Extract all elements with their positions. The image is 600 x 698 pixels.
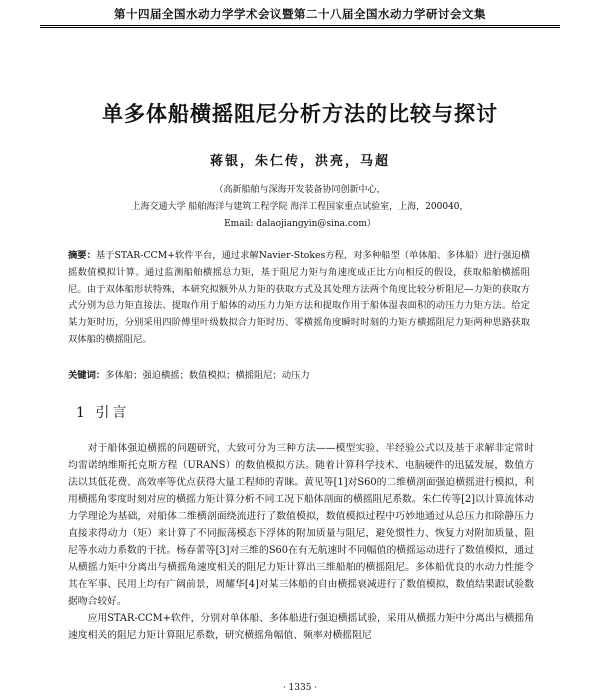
paragraph-1: 对于船体强迫横摇的问题研究，大致可分为三种方法——模型实验、半经验公式以及基于求解非定常时均雷诺纳维斯托克斯方程（URANS）的数值模拟方法。随着计算科学技术、电脑硬件的迅猛发展，数值方法以其低花费、高效率等优点获得大量工程师的青睐。黄见等[1]对S60的二维横剖面强迫横摇进行模拟，利用横摇角零度时刻对应的横摇力矩计算分析不同工况下船体剖面的横摇阻尼系数。朱仁传等[2]以计算流体动力学理论为基础，对船体二维横剖面绕流进行了数值模拟，数值模拟过程中巧妙地通过从总压力扣除静压力直接求得动力（矩）来计算了不同振荡模态下浮体的附加质量与阻尼，避免惯性力、恢复力对附加质量、阻尼等水动力系数的干扰。杨春蕾等[3]对三维的S60在有无航速时不同幅值的横摇运动进行了数值模拟，通过从横摇力矩中分离出与横摇角速度相关的阻尼力矩计算出三维船舶的横摇阻尼。多体船优良的水动力性能令其在军事、民用上均有广阔前景，周耀华[4]对某三体船的自由横摇衰减进行了数值模拟，数值结果跟试验数据吻合较好。 (68, 443, 534, 607)
abstract-label: 摘要： (68, 250, 96, 261)
body-text (68, 440, 534, 644)
header-rule (40, 27, 560, 28)
keywords-text: 多体船；强迫横摇；数值模拟；横摇阻尼；动压力 (105, 370, 310, 381)
abstract (68, 248, 530, 349)
author-email: Email: dalaojiangyin@sina.com） (224, 219, 376, 229)
keywords-label: 关键词： (68, 370, 106, 381)
section-heading-introduction: 1 引言 (76, 405, 130, 421)
paragraph-2: 应用STAR-CCM+软件，分别对单体船、多体船进行强迫横摇试验，采用从横摇力矩中分离出与横摇角速度相关的阻尼力矩计算阻尼系数，研究横摇角幅值、频率对横摇阻尼 (68, 613, 534, 641)
affiliation-line-2: 上海交通大学 船舶海洋与建筑工程学院 海洋工程国家重点试验室，上海，200040， (131, 202, 469, 212)
paper-title: 单多体船横摇阻尼分析方法的比较与探讨 (102, 102, 498, 126)
keywords (68, 367, 530, 381)
running-header: 第十四届全国水动力学学术会议暨第二十八届全国水动力学研讨会文集 (40, 6, 560, 26)
affiliation-line-1: （高新船舶与深海开发装备协同创新中心， (214, 185, 386, 195)
abstract-text: 基于STAR-CCM+软件平台，通过求解Navier-Stokes方程，对多种船型（单体船、多体船）进行强迫横摇数值模拟计算。通过监测船舶横摇总力矩，基于阻尼力矩与角速度成正比方向相反的假设，获取船舶横摇阻尼。由于双体船形状特殊，本研究拟额外从力矩的获取方式及其处理方法两个角度比较分析阻尼—力矩的获取方式分别为总力矩直接法、提取作用于船体的动压力力矩方法和提取作用于船体湿表面积的动压力力矩方法。给定某力矩时历，分别采用四阶傅里叶级数拟合力矩时历、零横摇角度瞬时时刻的力矩方横摇阻尼力矩两种思路获取双体船的横摇阻尼。 (68, 250, 530, 345)
paper-authors: 蒋银，朱仁传，洪亮，马超 (209, 154, 390, 169)
page-number: · 1335 · (282, 683, 318, 693)
